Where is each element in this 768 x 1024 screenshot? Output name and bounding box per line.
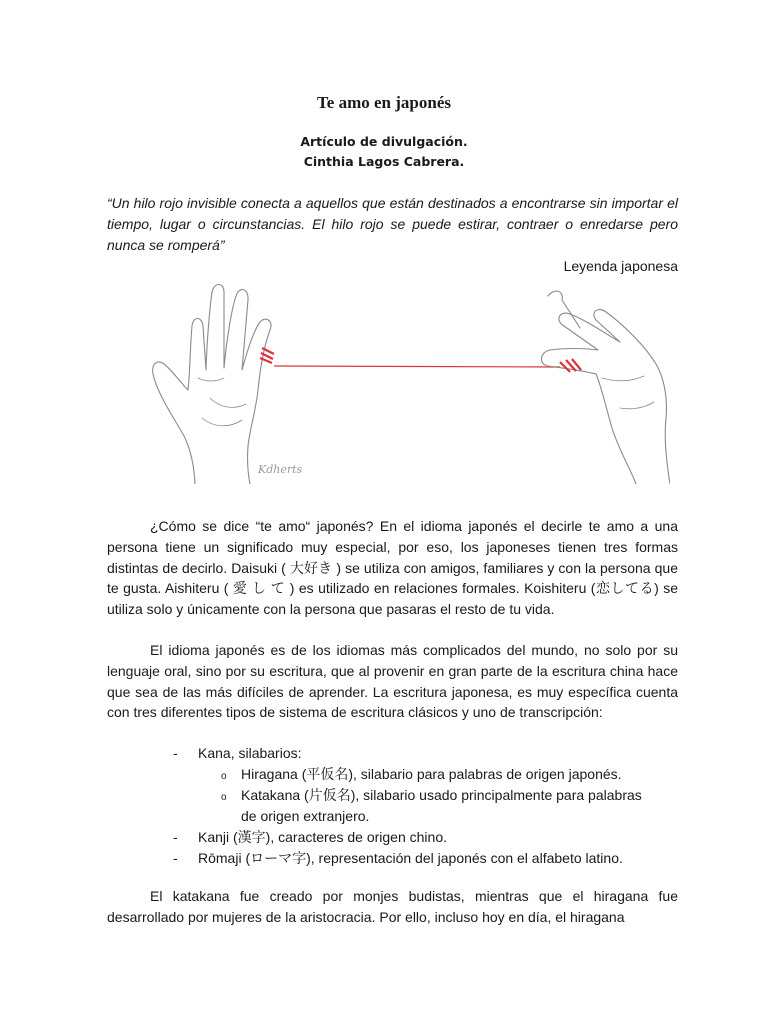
quote-source: Leyenda japonesa <box>563 258 678 274</box>
paragraph-3 <box>107 886 678 928</box>
hands-red-thread-illustration <box>150 278 670 484</box>
list-item-kanji: Kanji (漢字), caracteres de origen chino. <box>198 829 447 845</box>
list-bullet: o <box>221 792 227 803</box>
author-name: Cinthia Lagos Cabrera. <box>303 154 465 169</box>
right-hand-drawing <box>541 291 670 484</box>
red-thread-line <box>274 366 560 367</box>
paragraph-1 <box>107 516 678 620</box>
list-subitem-hiragana: Hiragana (平仮名), silabario para palabras de origen japonés. <box>241 766 622 782</box>
list-dash: - <box>173 829 178 845</box>
list-dash: - <box>173 745 178 761</box>
list-dash: - <box>173 850 178 866</box>
left-hand-drawing <box>153 285 271 485</box>
artist-signature: Kdherts <box>258 463 303 476</box>
list-subitem-katakana-cont: de origen extranjero. <box>241 808 370 824</box>
list-bullet: o <box>221 771 227 782</box>
list-subitem-katakana: Katakana (片仮名), silabario usado principalmente para palabras <box>241 787 642 803</box>
list-item-kana: Kana, silabarios: <box>198 745 302 761</box>
paragraph-1-text: ¿Cómo se dice “te amo“ japonés? En el idioma japonés el decirle te amo a una persona tiene un significado muy especial, por eso, los japoneses tienen tres formas distintas de decirlo. Daisuki ( 大好き ) se utiliza con amigos, familiares y con la persona que te gusta. Aishiteru ( 愛 し て ) es utilizado en relaciones formales. Koishiteru (恋してる) se utiliza solo y únicamente con la persona que pasaras el resto de tu vida. <box>107 518 678 618</box>
paragraph-2 <box>107 640 678 723</box>
article-type: Artículo de divulgación. <box>300 134 468 149</box>
epigraph-quote: “Un hilo rojo invisible conecta a aquellos que están destinados a encontrarse sin importar el tiempo, lugar o circunstancias. El hilo rojo se puede estirar, contraer o enredarse pero nunca se romperá” <box>107 195 678 253</box>
paragraph-3-text: El katakana fue creado por monjes budistas, mientras que el hiragana fue desarrollado por mujeres de la aristocracia. Por ello, incluso hoy en día, el hiragana <box>107 888 678 925</box>
document-title: Te amo en japonés <box>317 93 451 112</box>
paragraph-2-text: El idioma japonés es de los idiomas más complicados del mundo, no solo por su lenguaje oral, sino por su escritura, que al provenir en gran parte de la escritura china hace que sea de las más difíciles de aprender. La escritura japonesa, es muy específica cuenta con tres diferentes tipos de sistema de escritura clásicos y uno de transcripción: <box>107 642 678 721</box>
list-item-romaji: Rōmaji (ローマ字), representación del japonés con el alfabeto latino. <box>198 850 623 866</box>
